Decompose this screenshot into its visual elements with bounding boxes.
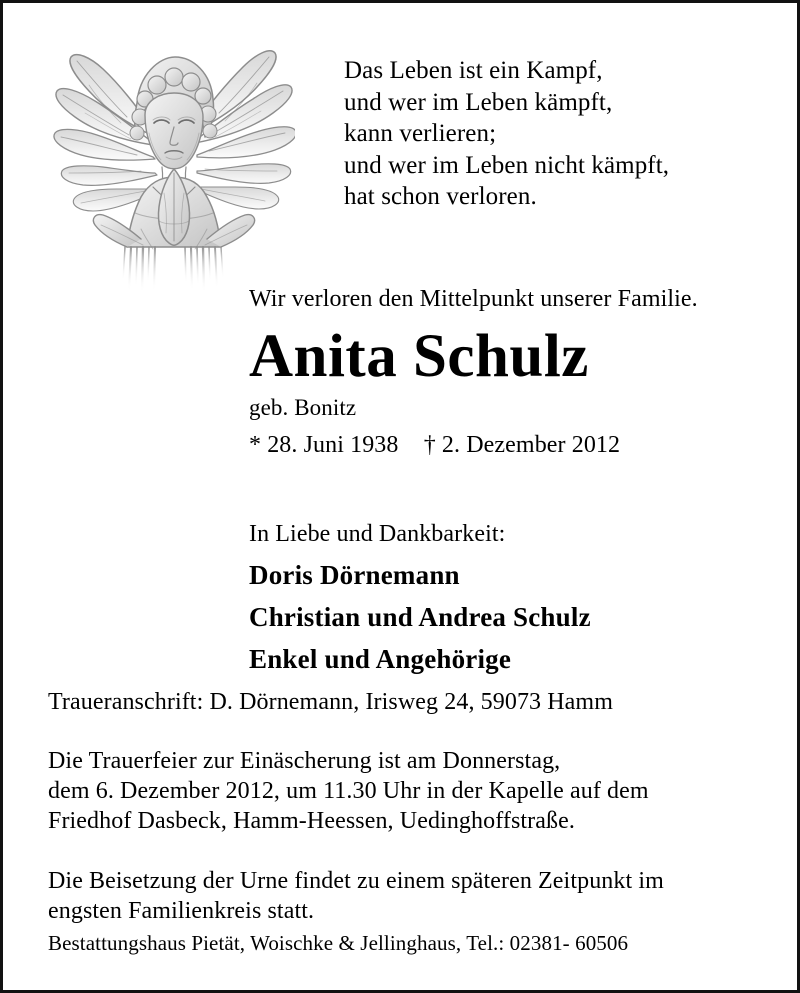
maiden-name: geb. Bonitz [249, 395, 357, 420]
verse-line: Das Leben ist ein Kampf, [344, 57, 603, 84]
death-date: † 2. Dezember 2012 [423, 432, 621, 458]
verse-line: kann verlieren; [344, 120, 497, 147]
birth-date: * 28. Juni 1938 [249, 432, 399, 458]
lead-line: Wir verloren den Mittelpunkt unserer Familie. [249, 286, 698, 312]
ceremony-line: dem 6. Dezember 2012, um 11.30 Uhr in der Kapelle auf dem [48, 778, 649, 804]
memorial-name-block [249, 284, 779, 460]
ceremony-line: Die Trauerfeier zur Einäscherung ist am Donnerstag, [48, 748, 561, 774]
burial-line: Die Beisetzung der Urne findet zu einem späteren Zeitpunkt im [48, 868, 664, 894]
funeral-details [48, 687, 763, 926]
praying-angel-icon [45, 41, 295, 293]
burial-line: engsten Familienkreis statt. [48, 898, 315, 924]
deceased-name: Anita Schulz [249, 323, 589, 390]
survivor-name: Christian und Andrea Schulz [249, 602, 591, 632]
ceremony-info [48, 746, 763, 836]
survivors-intro: In Liebe und Dankbarkeit: [249, 521, 506, 547]
memorial-verse [344, 55, 774, 213]
mourning-address: Traueranschrift: D. Dörnemann, Irisweg 24, 59073 Hamm [48, 689, 613, 715]
life-dates [249, 431, 779, 460]
survivor-name: Enkel und Angehörige [249, 644, 512, 674]
verse-line: und wer im Leben nicht kämpft, [344, 151, 670, 179]
verse-line: und wer im Leben kämpft, [344, 88, 613, 116]
funeral-home-credit: Bestattungshaus Pietät, Woischke & Jellinghaus, Tel.: 02381- 60506 [48, 931, 629, 955]
survivors-block [249, 519, 779, 675]
survivor-name: Doris Dörnemann [249, 560, 460, 590]
ceremony-line: Friedhof Dasbeck, Hamm-Heessen, Uedinghoffstraße. [48, 808, 575, 834]
burial-info [48, 866, 763, 926]
verse-line: hat schon verloren. [344, 183, 537, 210]
